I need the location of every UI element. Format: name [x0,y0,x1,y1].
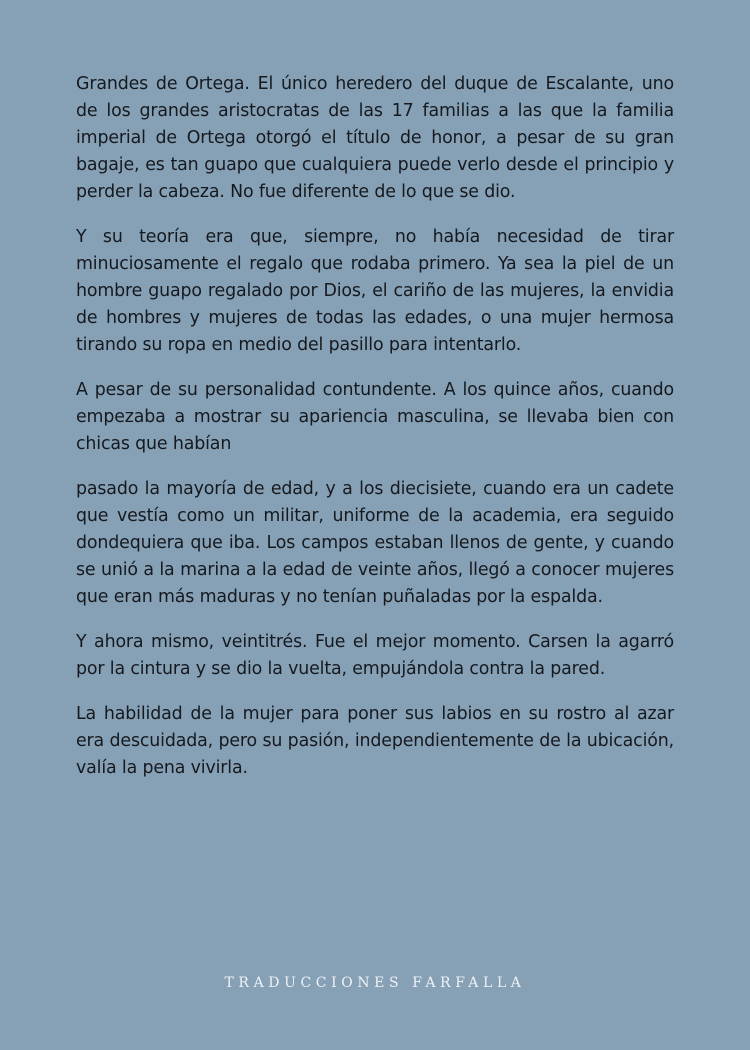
paragraph-6: La habilidad de la mujer para poner sus labios en su rostro al azar era descuidada, pero su pasión, independientemente de la ubicación, valía la pena vivirla. [76,704,674,778]
paragraph-2: Y su teoría era que, siempre, no había necesidad de tirar minuciosamente el regalo que rodaba primero. Ya sea la piel de un hombre guapo regalado por Dios, el cariño de las mujeres, la envidia de hombres y mujeres de todas las edades, o una mujer hermosa tirando su ropa en medio del pasillo para intentarlo. [76,227,674,355]
paragraph-3: A pesar de su personalidad contundente. A los quince años, cuando empezaba a mostrar su apariencia masculina, se llevaba bien con chicas que habían [76,380,674,454]
footer-credit: TRADUCCIONES FARFALLA [224,975,526,991]
page-body [76,71,674,800]
paragraph-5: Y ahora mismo, veintitrés. Fue el mejor momento. Carsen la agarró por la cintura y se dio la vuelta, empujándola contra la pared. [76,632,674,679]
paragraph-4: pasado la mayoría de edad, y a los diecisiete, cuando era un cadete que vestía como un militar, uniforme de la academia, era seguido dondequiera que iba. Los campos estaban llenos de gente, y cuando se unió a la marina a la edad de veinte años, llegó a conocer mujeres que eran más maduras y no tenían puñaladas por la espalda. [76,479,674,607]
paragraph-1: Grandes de Ortega. El único heredero del duque de Escalante, uno de los grandes aristocratas de las 17 familias a las que la familia imperial de Ortega otorgó el título de honor, a pesar de su gran bagaje, es tan guapo que cualquiera puede verlo desde el principio y perder la cabeza. No fue diferente de lo que se dio. [76,74,674,202]
